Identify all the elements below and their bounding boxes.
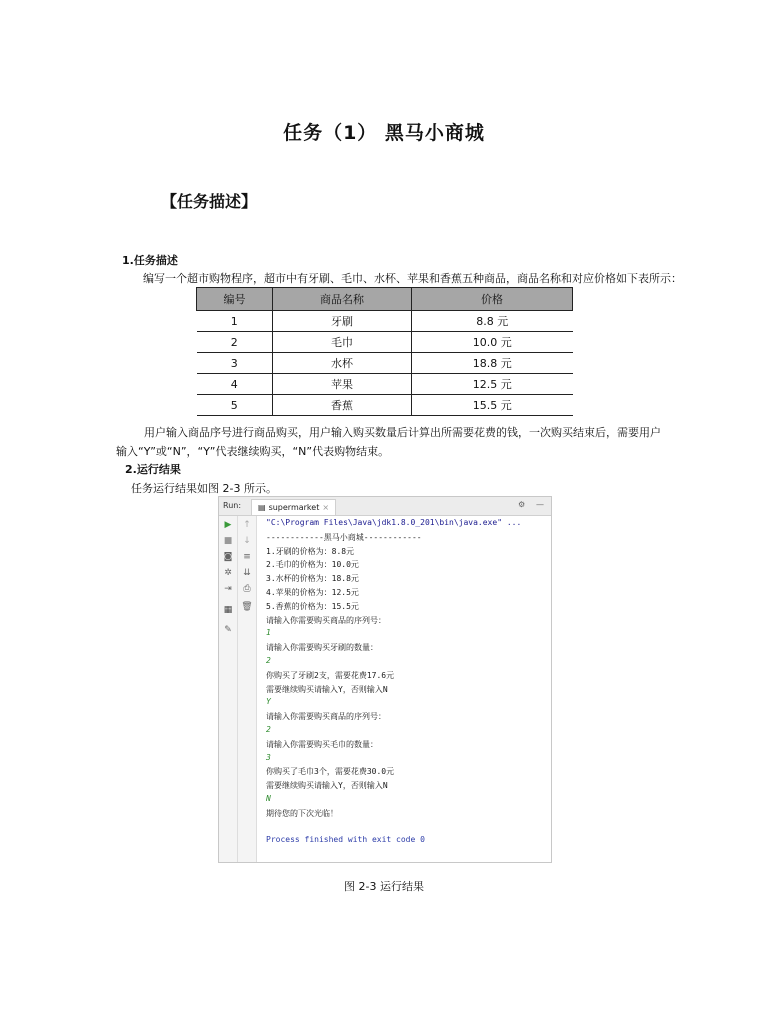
table-cell: 15.5 元 [412,395,573,416]
table-header-cell: 价格 [412,288,573,311]
product-table [196,287,573,416]
console-line: 请输入你需要购买毛巾的数量： [266,739,378,749]
table-cell: 4 [197,374,273,395]
page-title: 任务（1） 黑马小商城 [283,122,485,144]
subheading-run-result: 2.运行结果 [125,463,181,476]
console-line: 请输入你需要购买商品的序列号： [266,615,386,625]
up-arrow-icon[interactable]: ↑ [243,520,251,530]
minimize-icon[interactable]: — [536,500,544,509]
exit-icon[interactable]: ⇥ [224,584,232,594]
toolbar-left [219,516,238,862]
console-line: 3.水杯的价格为：18.8元 [266,574,359,584]
pin-icon[interactable]: ✎ [224,625,232,635]
console-line: "C:\Program Files\Java\jdk1.8.0_201\bin\java.exe" ... [266,518,522,527]
console-line: 1 [266,628,271,638]
console-line: 2 [266,656,271,665]
table-cell: 香蕉 [273,395,412,416]
table-row [197,311,573,332]
console-line: 期待您的下次光临！ [266,808,338,818]
console-line: 2.毛巾的价格为：10.0元 [266,560,359,570]
print-icon[interactable]: ⎙ [243,584,251,594]
layout-icon[interactable]: ▦ [223,605,233,615]
camera-icon[interactable]: ◙ [223,552,233,562]
close-icon[interactable]: × [322,503,330,512]
trash-icon[interactable]: 🗑 [241,602,253,612]
table-row [197,353,573,374]
run-header [219,497,551,516]
terminal-icon: ▤ [258,503,266,512]
console-line: 请输入你需要购买商品的序列号： [266,712,386,722]
table-header-cell: 编号 [197,288,273,311]
table-row [197,374,573,395]
run-icon[interactable]: ▶ [224,520,232,530]
table-cell: 水杯 [273,353,412,374]
table-row [197,332,573,353]
settings-icon[interactable]: ✲ [224,568,232,578]
console-line: 5.香蕉的价格为：15.5元 [266,601,359,611]
table-cell: 10.0 元 [412,332,573,353]
console-line: 你购买了毛巾3个，需要花费30.0元 [266,767,395,777]
stop-icon[interactable]: ■ [223,536,233,546]
table-cell: 2 [197,332,273,353]
task-paragraph: 编写一个超市购物程序，超市中有牙刷、毛巾、水杯、苹果和香蕉五种商品，商品名称和对应价格如下表所示： [143,272,682,285]
section-heading: 【任务描述】 [161,192,258,211]
run-label: Run: [223,501,242,510]
task-paragraph-2: 用户输入商品序号进行商品购买，用户输入购买数量后计算出所需要花费的钱，一次购买结束后，需要用户输入“Y”或“N”，“Y”代表继续购买，“N”代表购物结束。 [116,426,661,458]
table-cell: 12.5 元 [412,374,573,395]
run-tab-label: supermarket [268,503,320,512]
toolbar-right [238,516,257,862]
soft-wrap-icon[interactable]: ≡ [243,552,251,562]
table-cell: 3 [197,353,273,374]
subheading-task-description: 1.任务描述 [122,254,178,267]
down-arrow-icon[interactable]: ↓ [243,536,251,546]
console-line: ------------黑马小商城------------ [266,532,422,542]
table-header-cell: 商品名称 [273,288,412,311]
run-tab[interactable] [251,499,336,515]
run-panel-screenshot [218,496,552,863]
table-cell: 毛巾 [273,332,412,353]
console-line: 3 [266,752,271,762]
table-cell: 8.8 元 [412,311,573,332]
figure-caption: 图 2-3 运行结果 [344,880,424,893]
table-cell: 5 [197,395,273,416]
console-line: 你购买了牙刷2支，需要花费17.6元 [266,670,395,680]
scroll-end-icon[interactable]: ⇊ [243,568,251,578]
console-line: 2 [266,725,271,734]
console-line: Y [266,697,271,707]
console-line: 4.苹果的价格为：12.5元 [266,588,359,597]
result-intro: 任务运行结果如图 2-3 所示。 [131,482,277,495]
gear-icon[interactable]: ⚙ [518,500,526,509]
console-line: 1.牙刷的价格为：8.8元 [266,546,355,556]
table-cell: 1 [197,311,273,332]
console-line: 需要继续购买请输入Y，否则输入N [266,684,388,694]
table-row [197,395,573,416]
table-cell: 牙刷 [273,311,412,332]
table-cell: 18.8 元 [412,353,573,374]
console-line: N [266,794,271,803]
table-header-row [197,288,573,311]
console-line: Process finished with exit code 0 [266,835,425,845]
console-line: 请输入你需要购买牙刷的数量： [266,643,378,653]
console-line: 需要继续购买请输入Y，否则输入N [266,781,388,791]
table-cell: 苹果 [273,374,412,395]
